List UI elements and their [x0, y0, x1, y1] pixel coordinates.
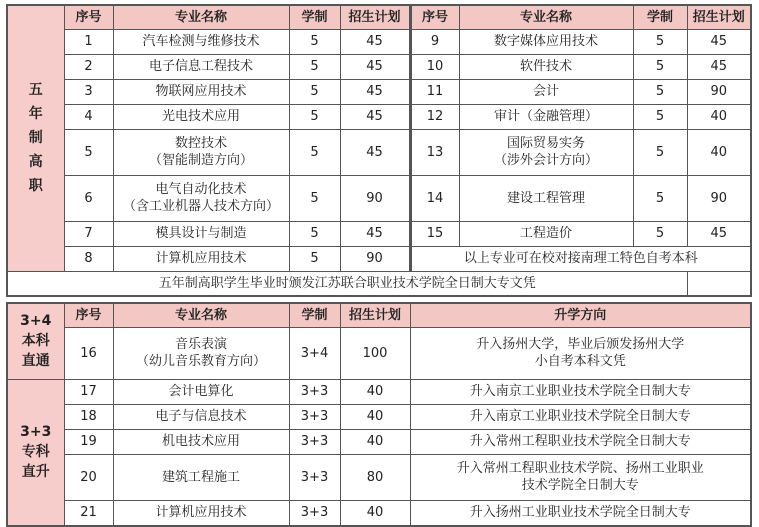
enrollment-plan: 90 — [687, 175, 751, 221]
enrollment-plan: 45 — [340, 54, 410, 79]
header-cell: 专业名称 — [113, 303, 289, 327]
advancement-direction: 升入常州工程职业技术学院、扬州工业职业 — [456, 461, 704, 476]
table-row — [7, 54, 751, 79]
advancement-direction: 升入常州工程职业技术学院全日制大专 — [410, 429, 751, 454]
program-name: 计算机应用技术 — [113, 500, 289, 526]
enrollment-plan: 45 — [340, 129, 410, 175]
program-name: 数控技术 — [174, 136, 227, 151]
program-years: 5 — [633, 79, 687, 104]
program-years: 5 — [633, 54, 687, 79]
row-number: 9 — [410, 29, 459, 54]
advancement-direction: 升入扬州大学，毕业后颁发扬州大学 — [476, 337, 685, 352]
row-number: 17 — [64, 379, 113, 404]
program-name-cell — [459, 129, 633, 175]
program-name: 模具设计与制造 — [113, 221, 289, 246]
five-year-program-table — [6, 4, 752, 297]
table-header-row — [7, 303, 751, 327]
row-number: 11 — [410, 79, 459, 104]
row-number: 5 — [64, 129, 113, 175]
program-name: 数字媒体应用技术 — [459, 29, 633, 54]
row-number: 3 — [64, 79, 113, 104]
enrollment-plan: 45 — [687, 29, 751, 54]
row-number: 20 — [64, 454, 113, 500]
program-name: 国际贸易实务 — [506, 136, 585, 151]
program-name-cell — [113, 129, 289, 175]
header-cell: 招生计划 — [687, 5, 751, 29]
header-cell: 招生计划 — [340, 303, 410, 327]
row-number: 1 — [64, 29, 113, 54]
program-name: 会计 — [459, 79, 633, 104]
row-number: 19 — [64, 429, 113, 454]
program-years: 5 — [633, 104, 687, 129]
program-years: 3+3 — [289, 379, 340, 404]
row-number: 4 — [64, 104, 113, 129]
advancement-direction: 升入扬州工业职业技术学院全日制大专 — [410, 500, 751, 526]
program-name: 电气自动化技术 — [155, 182, 247, 197]
program-direction: （智能制造方向） — [148, 153, 253, 168]
enrollment-plan: 45 — [687, 54, 751, 79]
program-direction: （含工业机器人技术方向） — [122, 199, 279, 214]
enrollment-plan: 90 — [687, 79, 751, 104]
program-years: 5 — [289, 129, 340, 175]
enrollment-plan: 45 — [687, 221, 751, 246]
program-name: 音乐表演 — [174, 337, 227, 352]
program-years: 5 — [289, 246, 340, 271]
header-cell: 学制 — [289, 303, 340, 327]
program-name: 光电技术应用 — [113, 104, 289, 129]
enrollment-plan: 100 — [340, 327, 410, 379]
table-row — [7, 429, 751, 454]
program-name: 机电技术应用 — [113, 429, 289, 454]
program-name-cell — [113, 175, 289, 221]
table-row — [7, 175, 751, 221]
advancement-direction: 升入南京工业职业技术学院全日制大专 — [410, 379, 751, 404]
program-name: 审计（金融管理） — [459, 104, 633, 129]
enrollment-plan: 90 — [340, 246, 410, 271]
section-label-3-4: 3+4本科直通 — [7, 303, 64, 379]
table-row — [7, 500, 751, 526]
program-years: 5 — [633, 29, 687, 54]
row-number: 7 — [64, 221, 113, 246]
table-row — [7, 379, 751, 404]
program-direction: （幼儿音乐教育方向） — [135, 354, 266, 369]
program-name: 物联网应用技术 — [113, 79, 289, 104]
header-cell: 学制 — [289, 5, 340, 29]
row-number: 10 — [410, 54, 459, 79]
program-name: 工程造价 — [459, 221, 633, 246]
enrollment-plan: 90 — [340, 175, 410, 221]
header-cell: 专业名称 — [459, 5, 633, 29]
enrollment-plan: 40 — [340, 500, 410, 526]
program-years: 5 — [289, 54, 340, 79]
advancement-cell — [410, 454, 751, 500]
program-name: 建设工程管理 — [459, 175, 633, 221]
table-row — [7, 327, 751, 353]
program-name: 电子信息工程技术 — [113, 54, 289, 79]
header-cell: 序号 — [64, 5, 113, 29]
enrollment-plan: 40 — [340, 429, 410, 454]
program-years: 3+3 — [289, 429, 340, 454]
section-label-3-3: 3+3专科直升 — [7, 379, 64, 526]
row-number: 13 — [410, 129, 459, 175]
header-cell: 专业名称 — [113, 5, 289, 29]
table-row — [7, 454, 751, 500]
program-years: 3+3 — [289, 404, 340, 429]
program-years: 5 — [289, 221, 340, 246]
advancement-cell — [410, 327, 751, 379]
enrollment-plan: 40 — [687, 104, 751, 129]
row-number: 21 — [64, 500, 113, 526]
row-number: 15 — [410, 221, 459, 246]
row-number: 8 — [64, 246, 113, 271]
header-cell: 招生计划 — [340, 5, 410, 29]
row-number: 2 — [64, 54, 113, 79]
enrollment-plan: 45 — [340, 104, 410, 129]
enrollment-plan: 40 — [340, 404, 410, 429]
program-years: 5 — [289, 175, 340, 221]
row-number: 6 — [64, 175, 113, 221]
enrollment-plan: 80 — [340, 454, 410, 500]
program-years: 5 — [633, 175, 687, 221]
table-row — [7, 104, 751, 129]
program-years: 3+4 — [289, 327, 340, 379]
program-direction: （涉外会计方向） — [493, 153, 598, 168]
advancement-direction: 升入南京工业职业技术学院全日制大专 — [410, 404, 751, 429]
table-row — [7, 404, 751, 429]
enrollment-plan: 45 — [340, 79, 410, 104]
row-number: 16 — [64, 327, 113, 379]
program-years: 5 — [289, 79, 340, 104]
table-row — [7, 221, 751, 246]
advancement-direction: 技术学院全日制大专 — [521, 478, 639, 493]
footer-row — [7, 271, 751, 296]
table-row — [7, 129, 751, 175]
header-cell: 学制 — [633, 5, 687, 29]
program-name: 计算机应用技术 — [113, 246, 289, 271]
row-number: 12 — [410, 104, 459, 129]
table-row — [7, 29, 751, 54]
program-years: 3+3 — [289, 454, 340, 500]
table-row — [7, 246, 751, 271]
enrollment-plan: 40 — [340, 379, 410, 404]
table-row — [7, 79, 751, 104]
program-name: 建筑工程施工 — [113, 454, 289, 500]
program-name: 电子与信息技术 — [113, 404, 289, 429]
advancement-direction: 小自考本科文凭 — [534, 354, 626, 369]
row-number: 18 — [64, 404, 113, 429]
header-cell: 序号 — [64, 303, 113, 327]
section-label-five-year: 五年制高职 — [7, 5, 64, 271]
pathway-note: 以上专业可在校对接南理工特色自考本科 — [410, 246, 751, 271]
program-years: 5 — [289, 104, 340, 129]
program-years: 5 — [633, 129, 687, 175]
through-program-table — [6, 302, 752, 527]
program-years: 3+3 — [289, 500, 340, 526]
row-number: 14 — [410, 175, 459, 221]
enrollment-plan: 45 — [340, 29, 410, 54]
program-name: 会计电算化 — [113, 379, 289, 404]
program-name: 汽车检测与维修技术 — [113, 29, 289, 54]
enrollment-plan: 40 — [687, 129, 751, 175]
header-cell: 升学方向 — [410, 303, 751, 327]
program-years: 5 — [289, 29, 340, 54]
enrollment-plan: 45 — [340, 221, 410, 246]
program-name-cell — [113, 327, 289, 379]
header-cell: 序号 — [410, 5, 459, 29]
program-years: 5 — [633, 221, 687, 246]
table-header-row — [7, 5, 751, 29]
program-name: 软件技术 — [459, 54, 633, 79]
diploma-note: 五年制高职学生毕业时颁发江苏联合职业技术学院全日制大专文凭 — [7, 271, 687, 296]
